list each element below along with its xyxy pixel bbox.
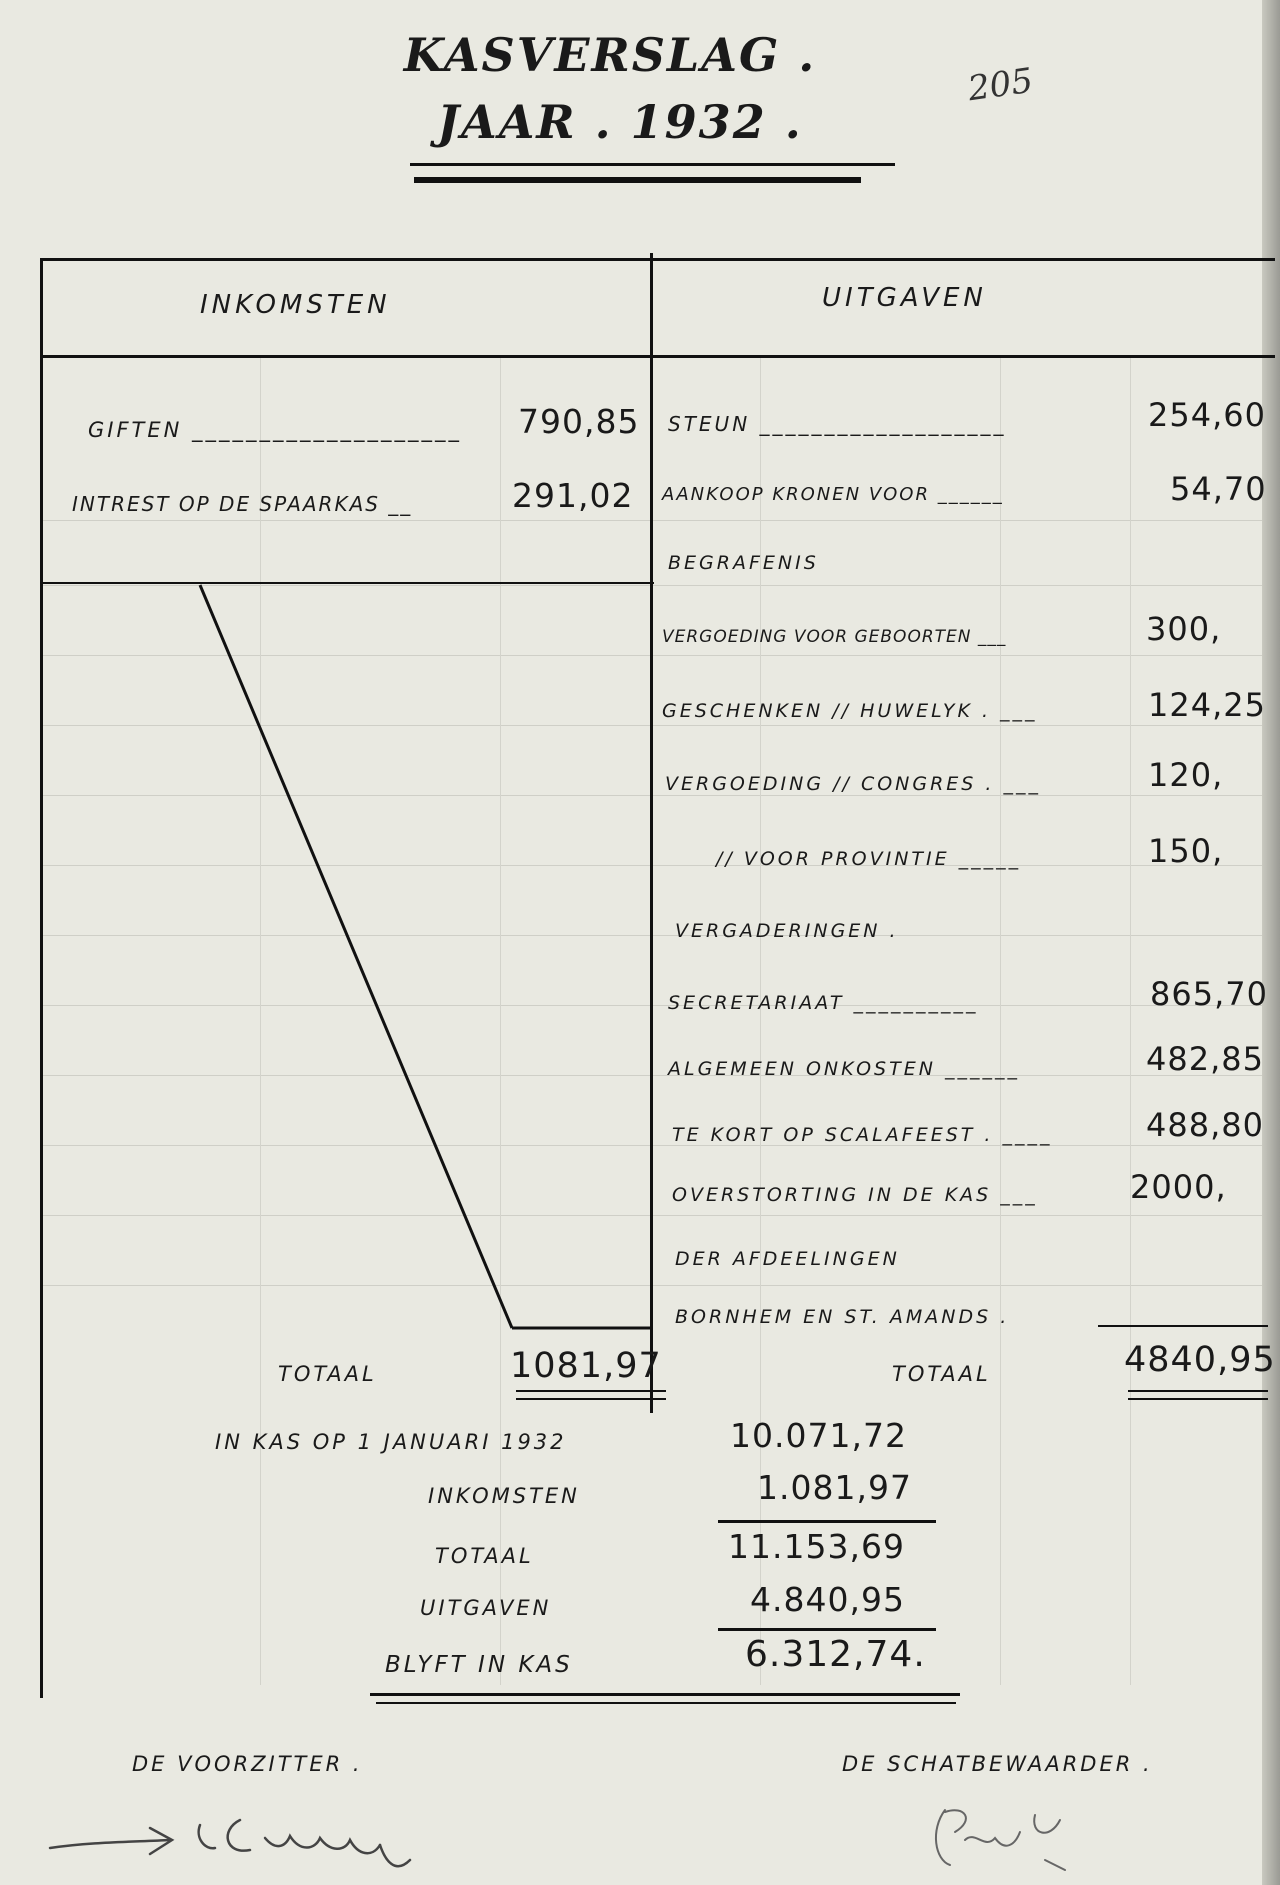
title-line-2: JAAR . 1932 .: [437, 95, 803, 149]
expense-label: OVERSTORTING IN DE KAS ___: [672, 1184, 1038, 1206]
expense-label: BORNHEM EN ST. AMANDS .: [675, 1306, 1010, 1328]
expense-header: UITGAVEN: [822, 283, 987, 313]
income-header: INKOMSTEN: [200, 290, 391, 320]
expense-total-amount: 4840,95: [1124, 1340, 1276, 1380]
expense-amount: 150,: [1148, 832, 1224, 870]
income-amount: 291,02: [512, 476, 634, 515]
expense-label: VERGOEDING // CONGRES . ___: [665, 773, 1041, 795]
chairman-signature: [50, 1820, 410, 1866]
expense-total-label: TOTAAL: [892, 1362, 991, 1386]
income-total-amount: 1081,97: [510, 1346, 662, 1386]
income-total-label: TOTAAL: [278, 1362, 377, 1386]
treasurer-label: DE SCHATBEWAARDER .: [842, 1752, 1153, 1776]
summary-amount: 10.071,72: [730, 1416, 907, 1455]
expense-label: DER AFDEELINGEN: [675, 1248, 900, 1270]
income-label: GIFTEN ____________________: [88, 418, 463, 442]
expense-label: STEUN ___________________: [668, 412, 1007, 436]
expense-label: AANKOOP KRONEN VOOR ______: [662, 484, 1004, 505]
expense-label: TE KORT OP SCALAFEEST . ____: [672, 1124, 1053, 1146]
expense-label: ALGEMEEN ONKOSTEN ______: [668, 1058, 1020, 1080]
expense-amount: 2000,: [1130, 1168, 1227, 1206]
treasurer-signature: [936, 1810, 1065, 1870]
expense-amount: 865,70: [1150, 975, 1268, 1013]
summary-amount: 11.153,69: [728, 1527, 905, 1566]
summary-label: UITGAVEN: [420, 1596, 552, 1620]
expense-amount: 482,85: [1146, 1040, 1264, 1078]
summary-balance-amount: 6.312,74.: [745, 1634, 926, 1675]
title-line-1: KASVERSLAG .: [403, 28, 817, 82]
summary-label: INKOMSTEN: [428, 1484, 580, 1508]
summary-amount: 4.840,95: [750, 1580, 905, 1619]
expense-label: VERGOEDING VOOR GEBOORTEN ___: [662, 627, 1007, 647]
expense-label: VERGADERINGEN .: [675, 920, 899, 942]
chairman-label: DE VOORZITTER .: [132, 1752, 363, 1776]
expense-amount: 120,: [1148, 756, 1224, 794]
expense-label: SECRETARIAAT __________: [668, 992, 979, 1014]
summary-label: TOTAAL: [435, 1544, 534, 1568]
summary-balance-label: BLYFT IN KAS: [385, 1652, 573, 1678]
summary-label: IN KAS OP 1 JANUARI 1932: [215, 1430, 567, 1454]
expense-amount: 54,70: [1170, 470, 1267, 508]
expense-label: // VOOR PROVINTIE _____: [716, 848, 1022, 870]
expense-label: GESCHENKEN // HUWELYK . ___: [662, 700, 1038, 722]
expense-amount: 254,60: [1148, 396, 1266, 434]
expense-label: BEGRAFENIS: [668, 552, 819, 574]
income-label: INTREST OP DE SPAARKAS __: [72, 492, 413, 516]
expense-amount: 300,: [1146, 610, 1222, 648]
expense-amount: 488,80: [1146, 1106, 1264, 1144]
expense-amount: 124,25: [1148, 686, 1266, 724]
summary-amount: 1.081,97: [757, 1468, 912, 1507]
income-amount: 790,85: [518, 402, 640, 441]
reference-mark: 205: [965, 60, 1036, 110]
